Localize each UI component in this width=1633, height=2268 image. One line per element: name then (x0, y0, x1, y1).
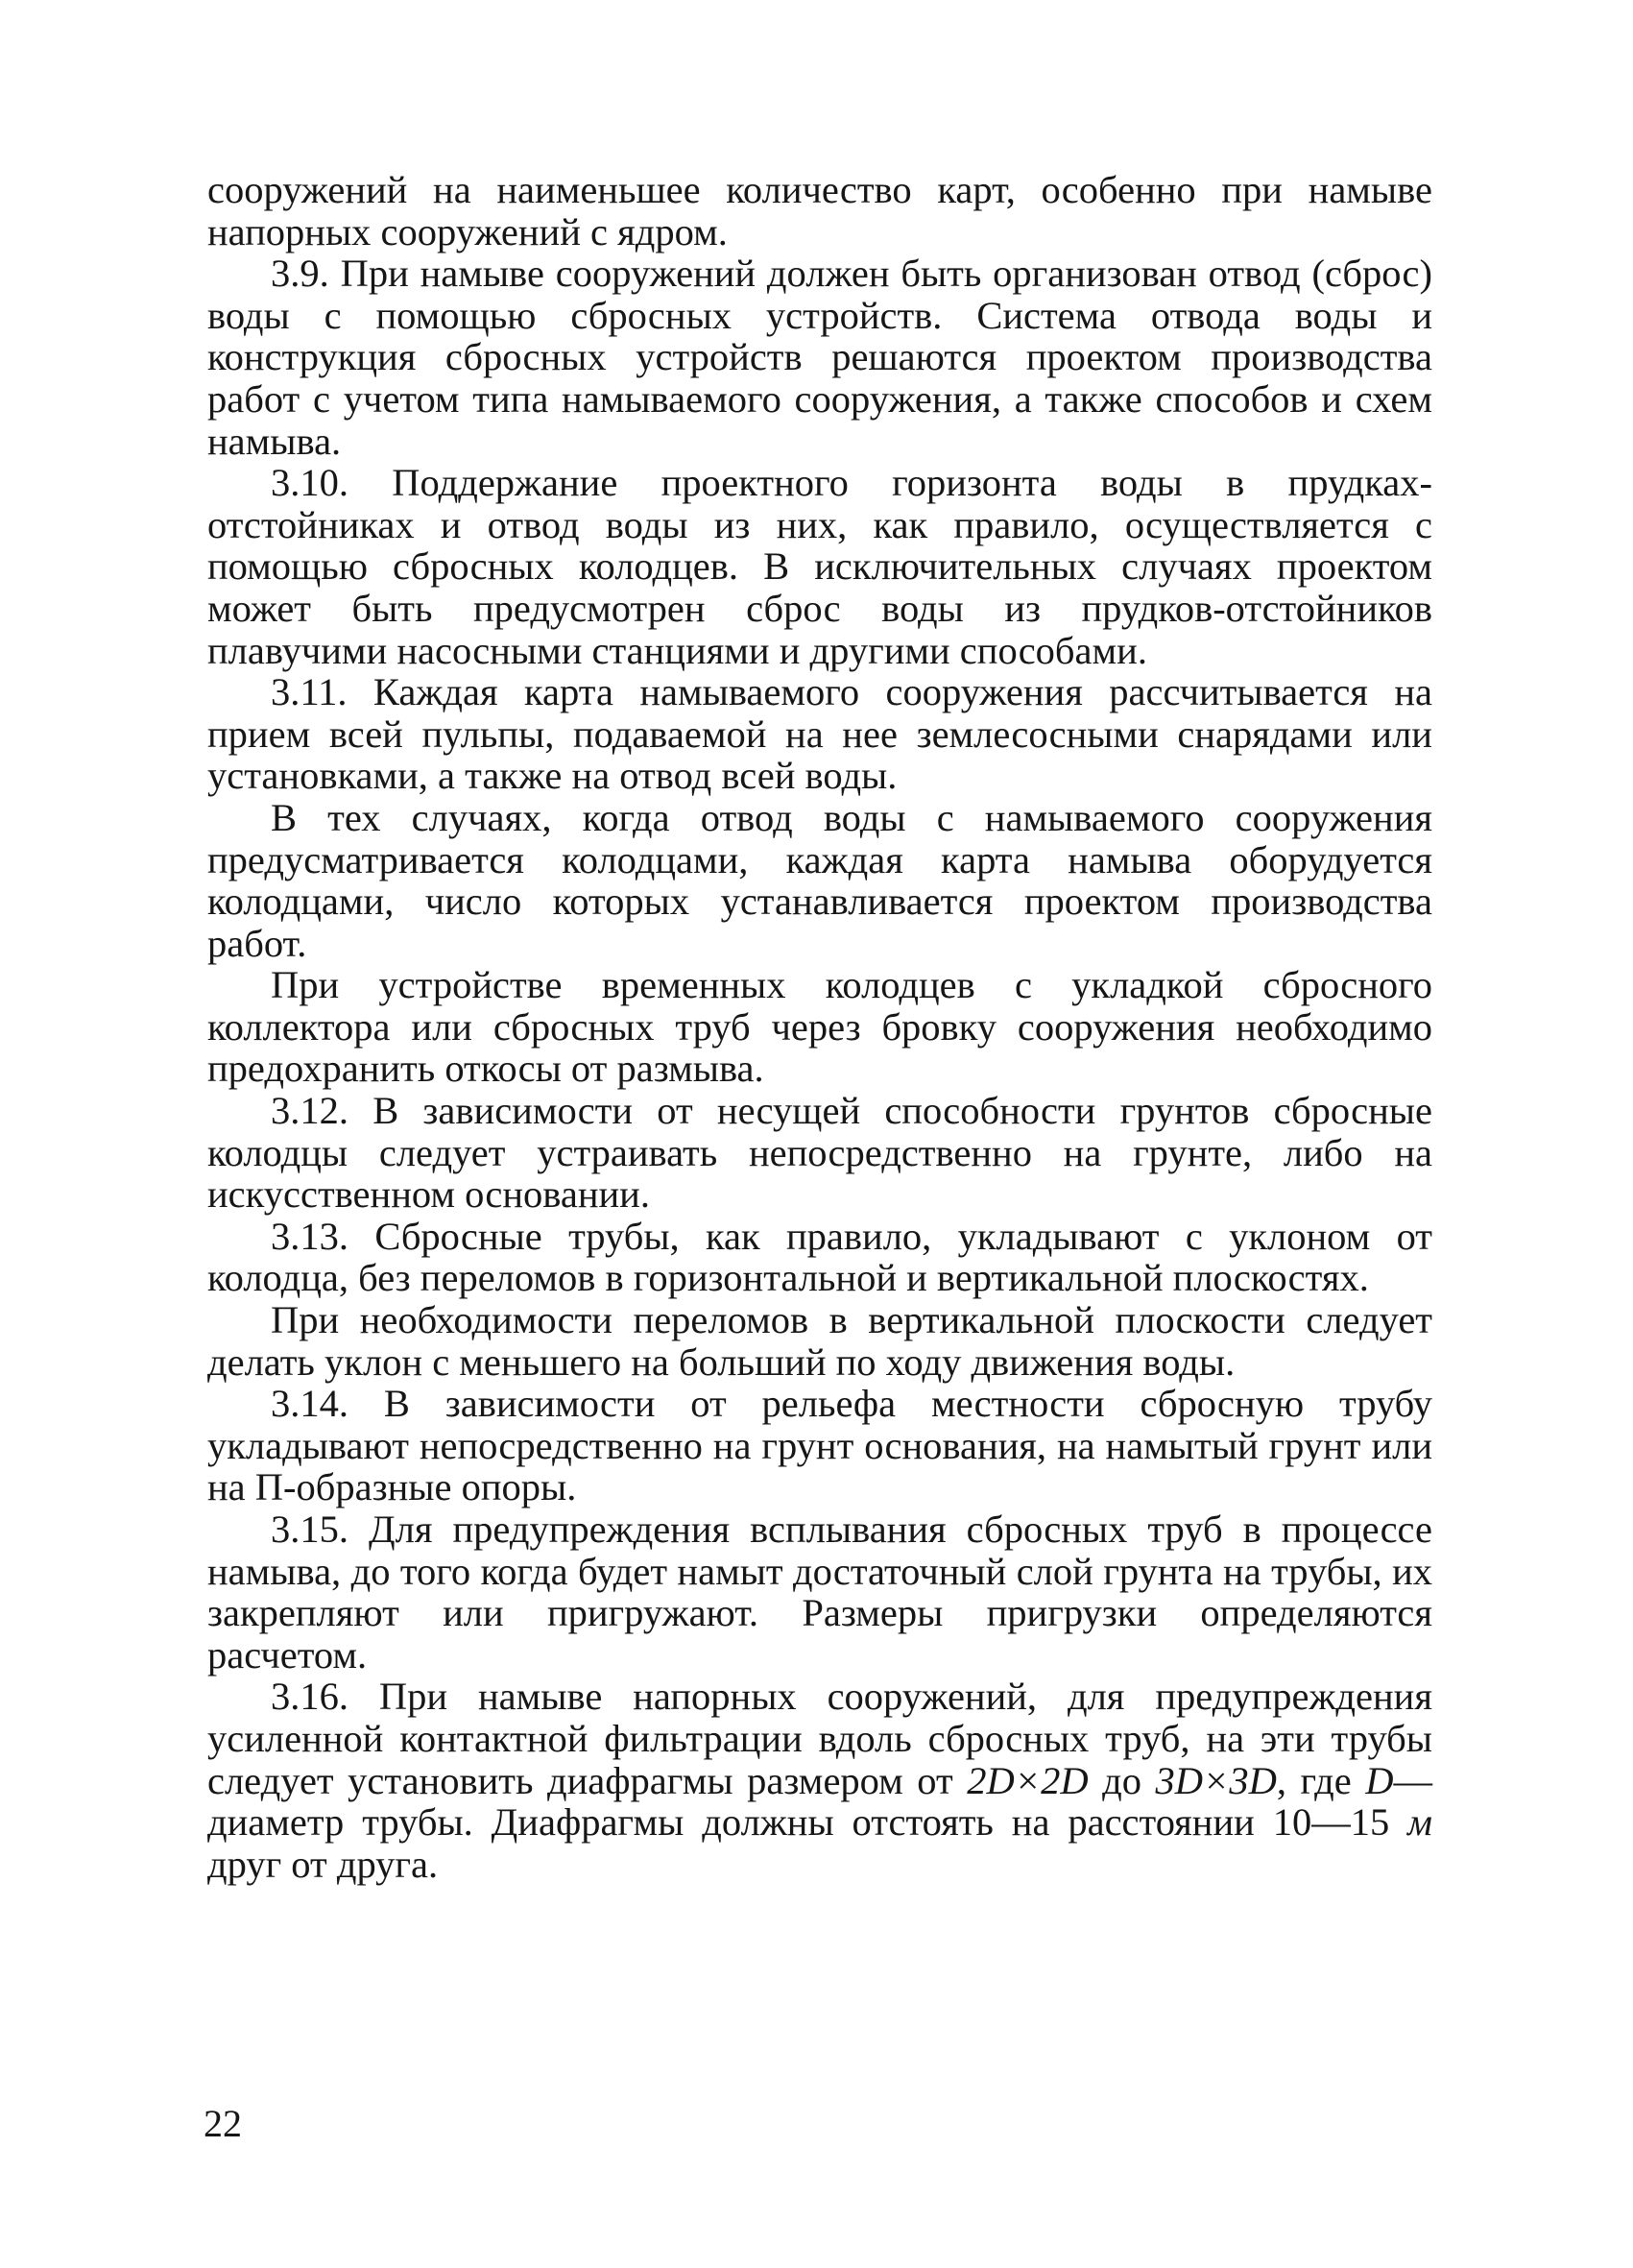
paragraph-3-13: 3.13. Сбросные трубы, как правило, укладывают с уклоном от колодца, без переломов в горизонтальной и вертикальной плоскостях. (207, 1214, 1432, 1300)
page-number: 22 (204, 2102, 242, 2145)
paragraph-3-10: 3.10. Поддержание проектного горизонта воды в прудках-отстойниках и отвод воды из них, как правило, осуществляется с помощью сбросных колодцев. В исключительных случаях проектом может быть предусмотрен сброс воды из прудков-отстойников плавучими насосными станциями и другими способами. (207, 461, 1432, 672)
paragraph-3-13-slope: При необходимости переломов в вертикальной плоскости следует делать уклон с меньшего на больший по ходу движения воды. (207, 1298, 1432, 1384)
paragraph-3-16-where: , где (1276, 1758, 1366, 1802)
paragraph-3-9: 3.9. При намыве сооружений должен быть организован отвод (сброс) воды с помощью сбросных устройств. Система отвода воды и конструкция сбросных устройств решаются проектом производства работ с учетом типа намываемого сооружения, а также способов и схем намыва. (207, 252, 1432, 463)
diameter-symbol: D (1365, 1758, 1394, 1802)
paragraph-3-11-slopes: При устройстве временных колодцев с укладкой сбросного коллектора или сбросных труб через бровку сооружения необходимо предохранить откосы от размыва. (207, 963, 1432, 1091)
paragraph-3-16-lead: 3.16. При намыве напорных сооружений, для предупреждения усиленной контактной фильтрации вдоль сбросных труб, на эти трубы следует установить диафрагмы размером от (207, 1675, 1432, 1802)
paragraph-3-11-wells: В тех случаях, когда отвод воды с намываемого сооружения предусматривается колодцами, каждая карта намыва оборудуется колодцами, число которых устанавливается проектом производства работ. (207, 795, 1432, 965)
diaphragm-size-from: 2D×2D (967, 1758, 1089, 1802)
paragraph-continuation: сооружений на наименьшее количество карт, особенно при намыве напорных сооружений с ядром. (207, 168, 1432, 253)
paragraph-3-16 (207, 1676, 1432, 1885)
unit-meters: м (1407, 1800, 1432, 1845)
paragraph-3-12: 3.12. В зависимости от несущей способности грунтов сбросные колодцы следует устраивать непосредственно на грунте, либо на искусственном основании. (207, 1089, 1432, 1217)
paragraph-3-16-ending: друг от друга. (207, 1842, 439, 1886)
document-page (207, 169, 1432, 1885)
paragraph-3-14: 3.14. В зависимости от рельефа местности сбросную трубу укладывают непосредственно на грунт основания, на намытый грунт или на П-образные опоры. (207, 1382, 1432, 1509)
paragraph-3-16-between: до (1088, 1758, 1156, 1802)
diaphragm-size-to: 3D×3D (1155, 1758, 1277, 1802)
paragraph-3-11: 3.11. Каждая карта намываемого сооружения рассчитывается на прием всей пульпы, подаваемой на нее землесосными снарядами или установками, а также на отвод всей воды. (207, 670, 1432, 798)
paragraph-3-16-definition: —диаметр трубы. Диафрагмы должны отстоять на расстоянии 10—15 (207, 1758, 1432, 1845)
paragraph-3-15: 3.15. Для предупреждения всплывания сбросных труб в процессе намыва, до того когда будет намыт достаточный слой грунта на трубы, их закрепляют или пригружают. Размеры пригрузки определяются расчетом. (207, 1508, 1432, 1677)
